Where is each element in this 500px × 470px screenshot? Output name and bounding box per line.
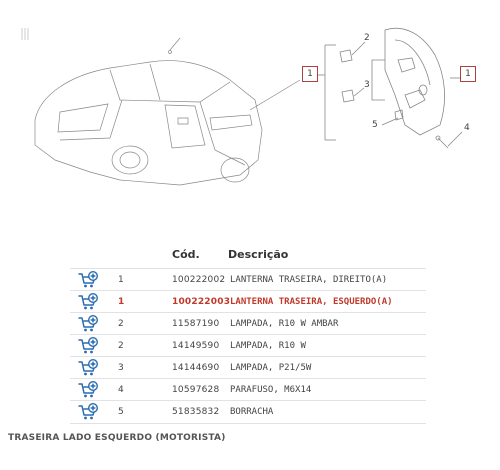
- table-row[interactable]: [70, 356, 426, 379]
- column-header-description: Descrição: [228, 248, 289, 261]
- part-number: 1: [118, 297, 125, 307]
- table-row[interactable]: [70, 400, 426, 424]
- callout-part-4: 4: [464, 123, 470, 133]
- column-header-code: Cód.: [172, 248, 200, 261]
- add-to-cart-icon[interactable]: [78, 271, 100, 289]
- callout-part-5: 5: [372, 120, 378, 130]
- part-description: PARAFUSO, M6X14: [230, 385, 312, 395]
- callout-box-right: 1: [460, 66, 476, 82]
- add-to-cart-icon[interactable]: [78, 293, 100, 311]
- part-code: 100222002: [172, 275, 226, 285]
- add-to-cart-icon[interactable]: [78, 359, 100, 377]
- callout-box-left: 1: [302, 66, 318, 82]
- part-description: LAMPADA, R10 W: [230, 341, 306, 351]
- add-to-cart-icon[interactable]: [78, 315, 100, 333]
- part-number: 4: [118, 385, 124, 395]
- part-code: 10597628: [172, 385, 220, 395]
- callout-part-2: 2: [364, 33, 370, 43]
- table-row[interactable]: [70, 290, 426, 313]
- part-number: 3: [118, 363, 124, 373]
- part-code: 11587190: [172, 319, 220, 329]
- add-to-cart-icon[interactable]: [78, 337, 100, 355]
- part-description: LAMPADA, R10 W AMBAR: [230, 319, 339, 329]
- callout-part-3: 3: [364, 80, 370, 90]
- table-row[interactable]: [70, 378, 426, 401]
- part-number: 2: [118, 341, 124, 351]
- part-code: 14144690: [172, 363, 220, 373]
- table-row[interactable]: [70, 312, 426, 335]
- part-number: 1: [118, 275, 124, 285]
- diagram-caption: TRASEIRA LADO ESQUERDO (MOTORISTA): [8, 433, 226, 443]
- add-to-cart-icon[interactable]: [78, 381, 100, 399]
- part-code: 14149590: [172, 341, 220, 351]
- part-description: LANTERNA TRASEIRA, ESQUERDO(A): [230, 297, 393, 307]
- part-description: BORRACHA: [230, 407, 274, 417]
- part-code: 100222003: [172, 297, 231, 307]
- part-description: LAMPADA, P21/5W: [230, 363, 312, 373]
- add-to-cart-icon[interactable]: [78, 403, 100, 421]
- part-number: 5: [118, 407, 124, 417]
- part-code: 51835832: [172, 407, 220, 417]
- part-description: LANTERNA TRASEIRA, DIREITO(A): [230, 275, 388, 285]
- table-row[interactable]: [70, 334, 426, 357]
- part-number: 2: [118, 319, 124, 329]
- table-row[interactable]: [70, 268, 426, 291]
